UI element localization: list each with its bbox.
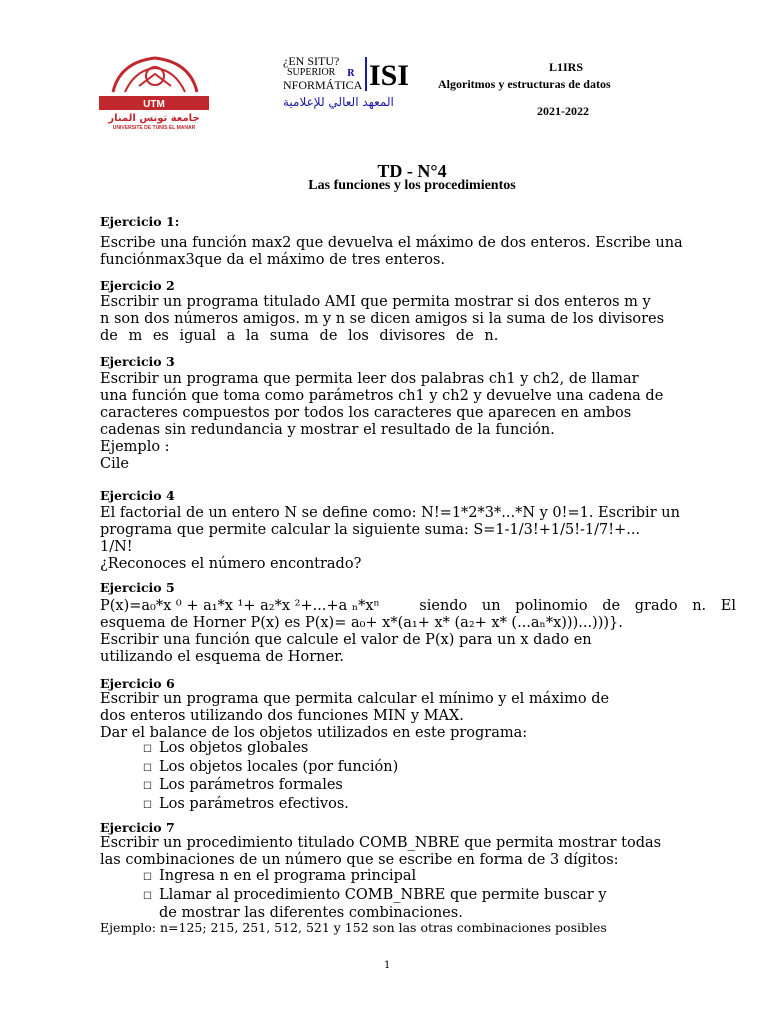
- page-subtitle: Las funciones y los procedimientos: [308, 178, 516, 193]
- bullet-icon: ☐: [143, 799, 152, 811]
- exercise-2-line: Escribir un programa titulado AMI que permita mostrar si dos enteros m y: [100, 294, 651, 310]
- list-item: ☐ Llamar al procedimiento COMB_NBRE que permite buscar y: [143, 887, 607, 906]
- exercise-2-line: n son dos números amigos. m y n se dicen amigos si la suma de los divisores: [100, 311, 665, 327]
- exercise-7-text: [100, 835, 740, 869]
- list-item: ☐ Los objetos locales (por función): [143, 759, 398, 778]
- exercise-6-heading: Ejercicio 6: [100, 676, 175, 691]
- isi-line-3: NFORMÁTICA: [283, 78, 363, 92]
- page-number: 1: [384, 960, 391, 971]
- bullet-icon: ☐: [143, 762, 152, 774]
- exercise-5-heading: Ejercicio 5: [100, 580, 175, 595]
- polynomial-formula: P(x)=a₀*x ⁰ + a₁*x ¹+ a₂*x ²+...+a ₙ*xⁿ: [100, 598, 380, 614]
- exercise-2-text: [100, 294, 740, 345]
- isi-line-1: ¿EN SITU?: [283, 54, 340, 68]
- exercise-4-line: ¿Reconoces el número encontrado?: [100, 556, 362, 572]
- exercise-5-line-1: [100, 598, 736, 615]
- exercise-2-heading: Ejercicio 2: [100, 278, 175, 293]
- list-item: ☐ Los objetos globales: [143, 740, 398, 759]
- utm-letters: UTM: [143, 99, 165, 110]
- list-item: ☐ Los parámetros efectivos.: [143, 796, 398, 815]
- list-item-continuation: de mostrar las diferentes combinaciones.: [159, 905, 463, 921]
- page-title: TD - N°4: [377, 161, 447, 181]
- exercise-7-line: las combinaciones de un número que se escribe en forma de 3 dígitos:: [100, 852, 619, 868]
- exercise-7-bullets: [143, 868, 607, 923]
- exercise-4-text: [100, 505, 740, 573]
- exercise-7-heading: Ejercicio 7: [100, 820, 175, 835]
- exercise-6-text: [100, 691, 740, 742]
- exercise-6-line: dos enteros utilizando dos funciones MIN y MAX.: [100, 708, 464, 724]
- exercise-7-line: Escribir un procedimiento titulado COMB_NBRE que permita mostrar todas: [100, 835, 662, 851]
- exercise-3-text: [100, 371, 740, 473]
- exercise-3-line: caracteres compuestos por todos los caracteres que aparecen en ambos: [100, 405, 632, 421]
- exercise-1-line: funciónmax3que da el máximo de tres enteros.: [100, 252, 446, 268]
- exercise-3-line: una función que toma como parámetros ch1 y ch2 y devuelve una cadena de: [100, 388, 664, 404]
- exercise-1-line: Escribe una función max2 que devuelva el máximo de dos enteros. Escribe una: [100, 235, 683, 251]
- course-name: Algoritmos y estructuras de datos: [438, 77, 611, 91]
- exercise-4-heading: Ejercicio 4: [100, 488, 175, 503]
- exercise-5-line-3: Escribir una función que calcule el valor de P(x) para un x dado en: [100, 632, 592, 648]
- academic-year: 2021-2022: [537, 104, 589, 118]
- exercise-3-line: Escribir un programa que permita leer dos palabras ch1 y ch2, de llamar: [100, 371, 639, 387]
- exercise-5-line-1-rest: siendo un polinomio de grado n. El: [419, 598, 736, 614]
- bullet-icon: ☐: [143, 872, 152, 883]
- isi-line-2: SUPERIOR: [287, 67, 336, 78]
- exercise-4-line: 1/N!: [100, 539, 133, 555]
- isi-logo: [283, 54, 410, 113]
- exercise-3-line: cadenas sin redundancia y mostrar el resultado de la función.: [100, 422, 555, 438]
- univ-arabic: جامعة تونس المنار: [108, 113, 200, 124]
- exercise-5-line-4: utilizando el esquema de Horner.: [100, 649, 345, 665]
- exercise-7-example: Ejemplo: n=125; 215, 251, 512, 521 y 152 son las otras combinaciones posibles: [100, 920, 607, 935]
- exercise-4-line: El factorial de un entero N se define como: N!=1*2*3*...*N y 0!=1. Escribir un: [100, 505, 680, 521]
- isi-wordmark: ISI: [369, 59, 410, 92]
- bullet-icon: ☐: [143, 744, 152, 755]
- exercise-6-bullets: [143, 740, 398, 814]
- exercise-4-line: programa que permite calcular la siguiente suma: S=1-1/3!+1/5!-1/7!+...: [100, 522, 641, 538]
- bullet-icon: ☐: [143, 781, 152, 792]
- university-logo: [95, 52, 213, 132]
- isi-arabic: المعهد العالي للإعلامية: [283, 95, 394, 109]
- course-code: L1IRS: [549, 60, 584, 74]
- exercise-6-line: Dar el balance de los objetos utilizados en este programa:: [100, 725, 528, 741]
- list-item: ☐ Los parámetros formales: [143, 777, 398, 796]
- univ-name: UNIVERSITE DE TUNIS EL MANAR: [112, 125, 196, 131]
- exercise-1-heading: Ejercicio 1:: [100, 214, 180, 229]
- bullet-icon: ☐: [143, 890, 152, 902]
- list-item: ☐ Ingresa n en el programa principal: [143, 868, 607, 887]
- exercise-3-line: Cile: [100, 456, 129, 472]
- exercise-2-line: de m es igual a la suma de los divisores de n.: [100, 328, 499, 344]
- exercise-1-text: [100, 235, 740, 269]
- exercise-3-heading: Ejercicio 3: [100, 354, 175, 369]
- exercise-5-line-2: esquema de Horner P(x) es P(x)= a₀+ x*(a₁+ x* (a₂+ x* (...aₙ*x)))...)))}.: [100, 615, 623, 631]
- isi-r-letter: R: [347, 69, 355, 79]
- exercise-3-line: Ejemplo :: [100, 439, 170, 455]
- isi-divider: [365, 57, 367, 91]
- exercise-6-line: Escribir un programa que permita calcular el mínimo y el máximo de: [100, 691, 610, 707]
